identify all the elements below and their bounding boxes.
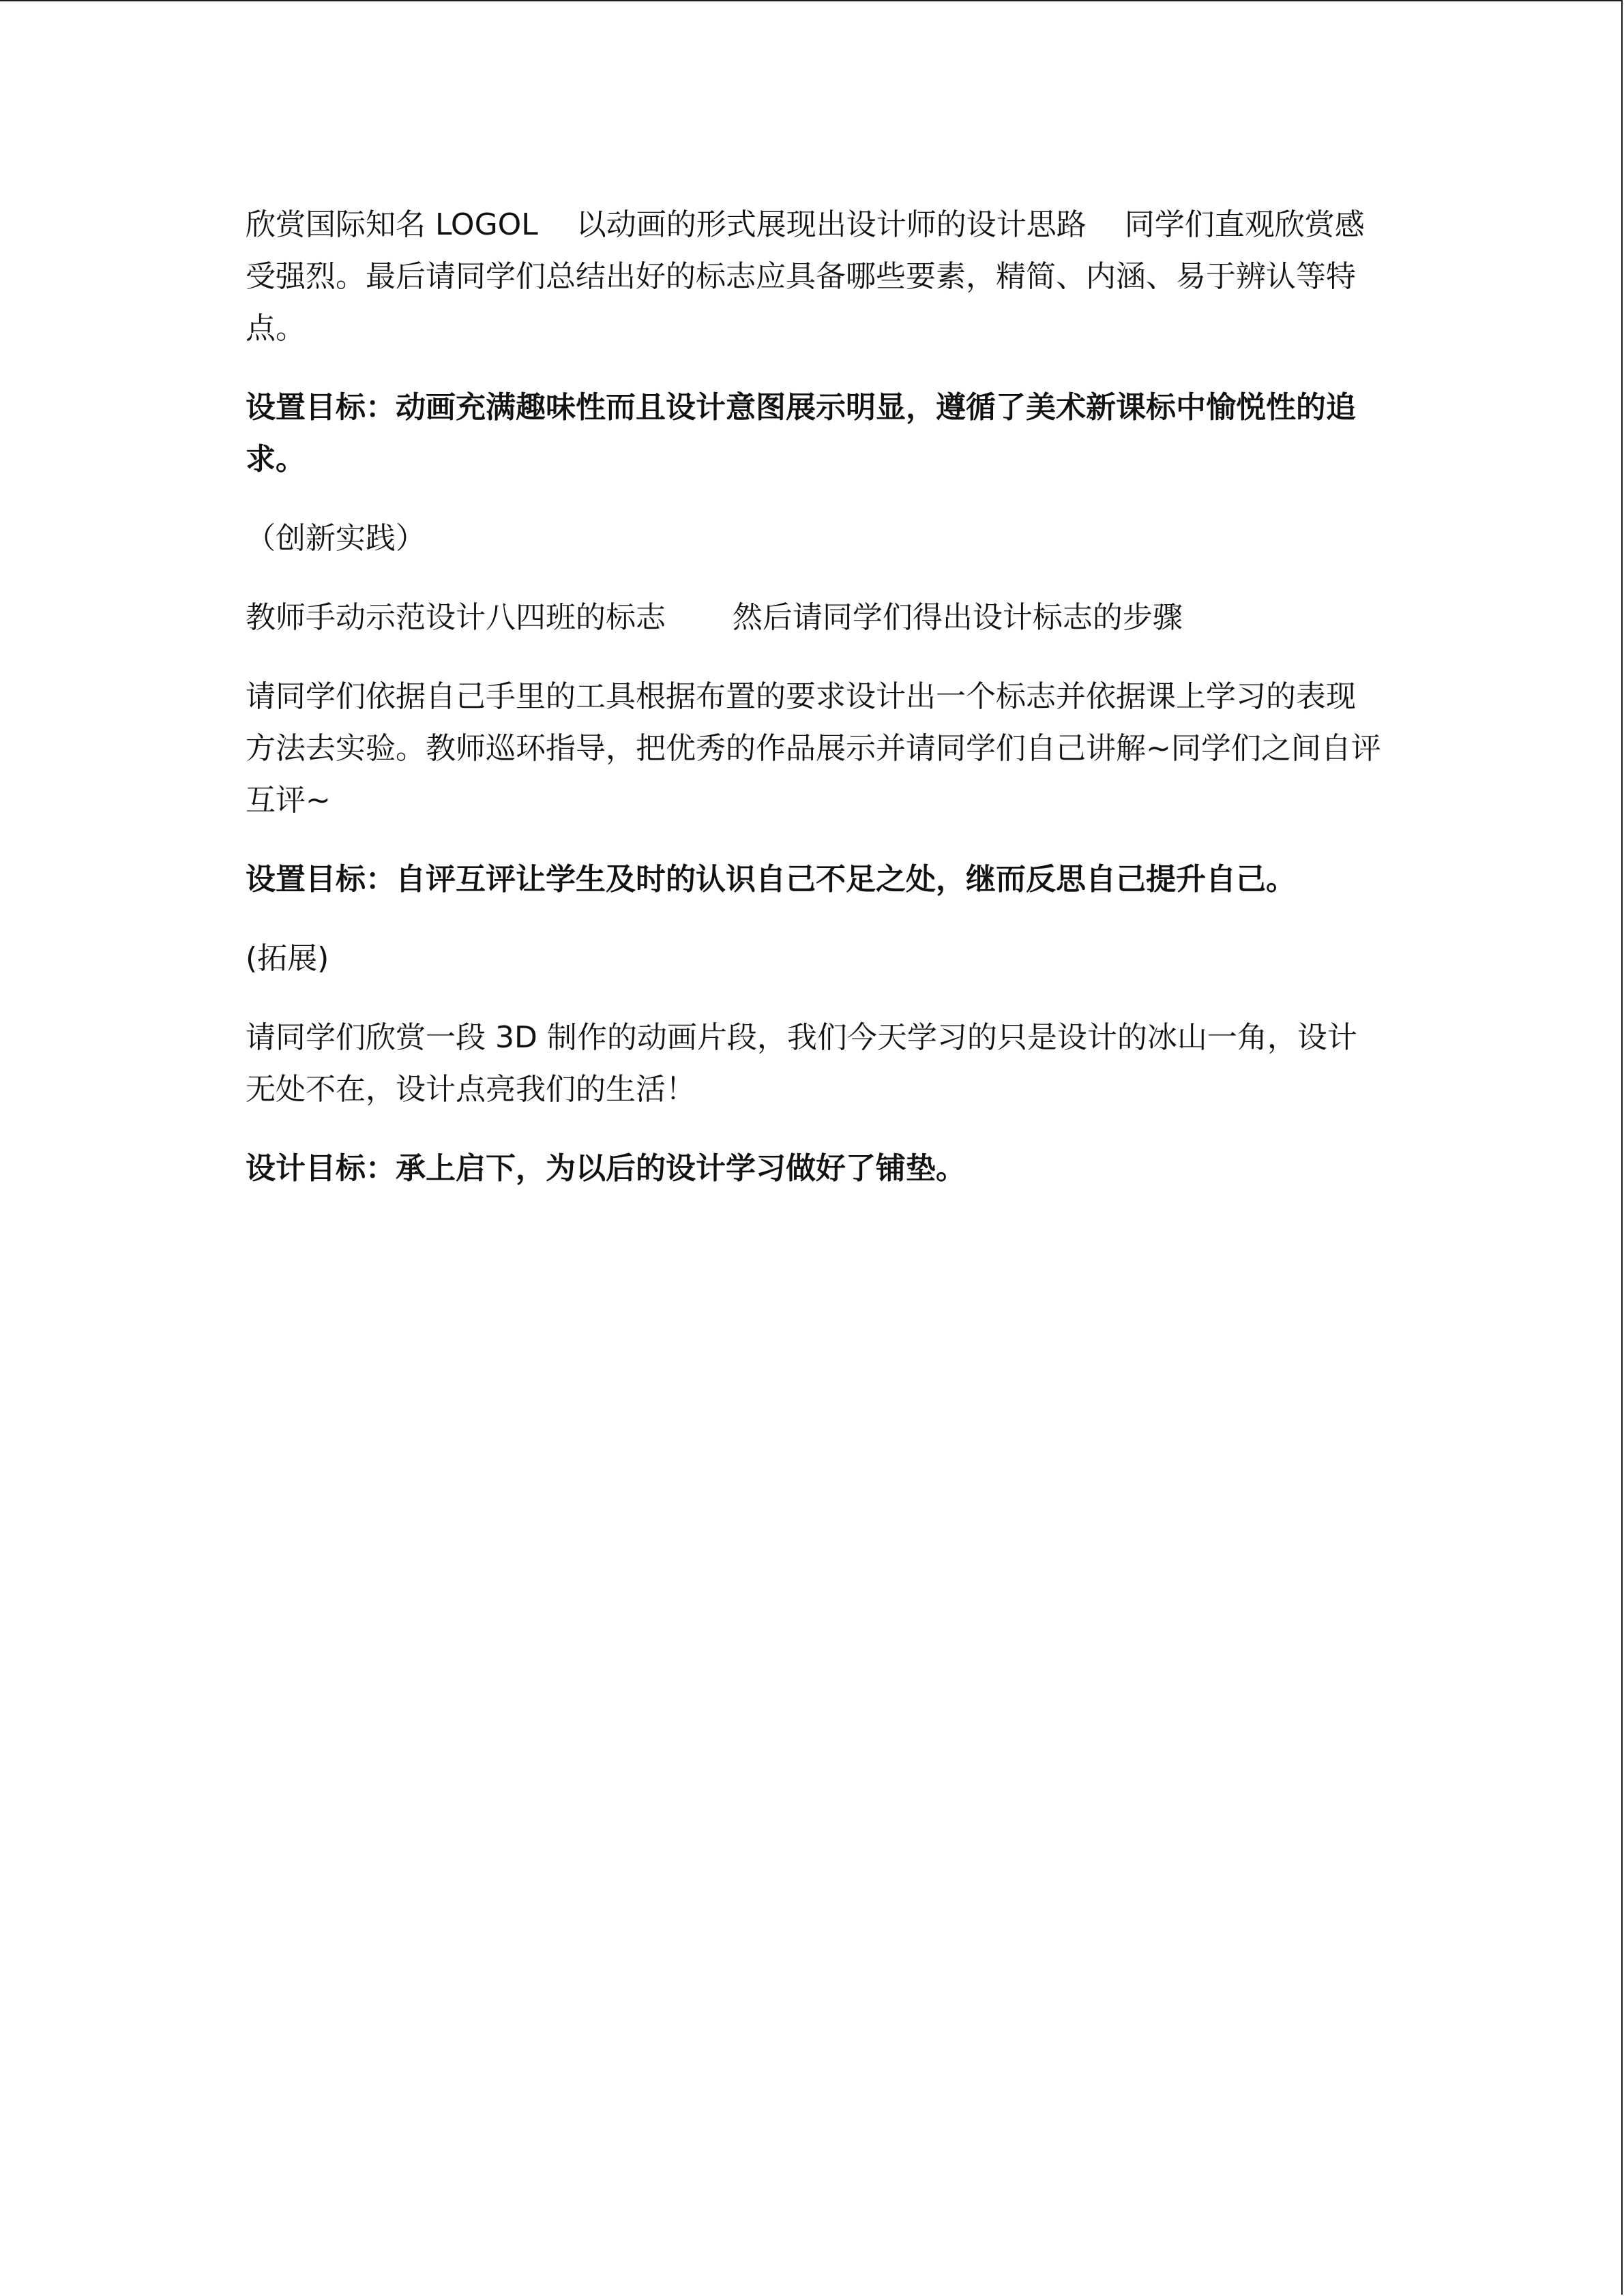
document-body <box>246 199 1385 1222</box>
paragraph-logo-appreciation: 欣赏国际知名 LOGOL 以动画的形式展现出设计师的设计思路 同学们直观欣赏感受强烈。最后请同学们总结出好的标志应具备哪些要素，精简、内涵、易于辨认等特点。 <box>246 207 1365 346</box>
paragraph-student-design-task: 请同学们依据自己手里的工具根据布置的要求设计出一个标志并依据课上学习的表现方法去实验。教师巡环指导，把优秀的作品展示并请同学们自己讲解~同学们之间自评互评~ <box>246 679 1381 818</box>
paragraph-goal-transition: 设计目标：承上启下，为以后的设计学习做好了铺垫。 <box>246 1151 966 1186</box>
paragraph-teacher-demo: 教师手动示范设计八四班的标志 然后请同学们得出设计标志的步骤 <box>246 600 1183 635</box>
paragraph-goal-animation: 设置目标：动画充满趣味性而且设计意图展示明显，遵循了美术新课标中愉悦性的追求。 <box>246 390 1356 477</box>
paragraph-goal-self-evaluation: 设置目标：自评互评让学生及时的认识自己不足之处，继而反思自己提升自己。 <box>246 862 1296 897</box>
section-heading-extension: (拓展) <box>246 941 329 976</box>
paragraph-3d-animation: 请同学们欣赏一段 3D 制作的动画片段，我们今天学习的只是设计的冰山一角，设计无处不在，设计点亮我们的生活！ <box>246 1020 1357 1107</box>
section-heading-innovation-practice: （创新实践） <box>246 521 426 556</box>
